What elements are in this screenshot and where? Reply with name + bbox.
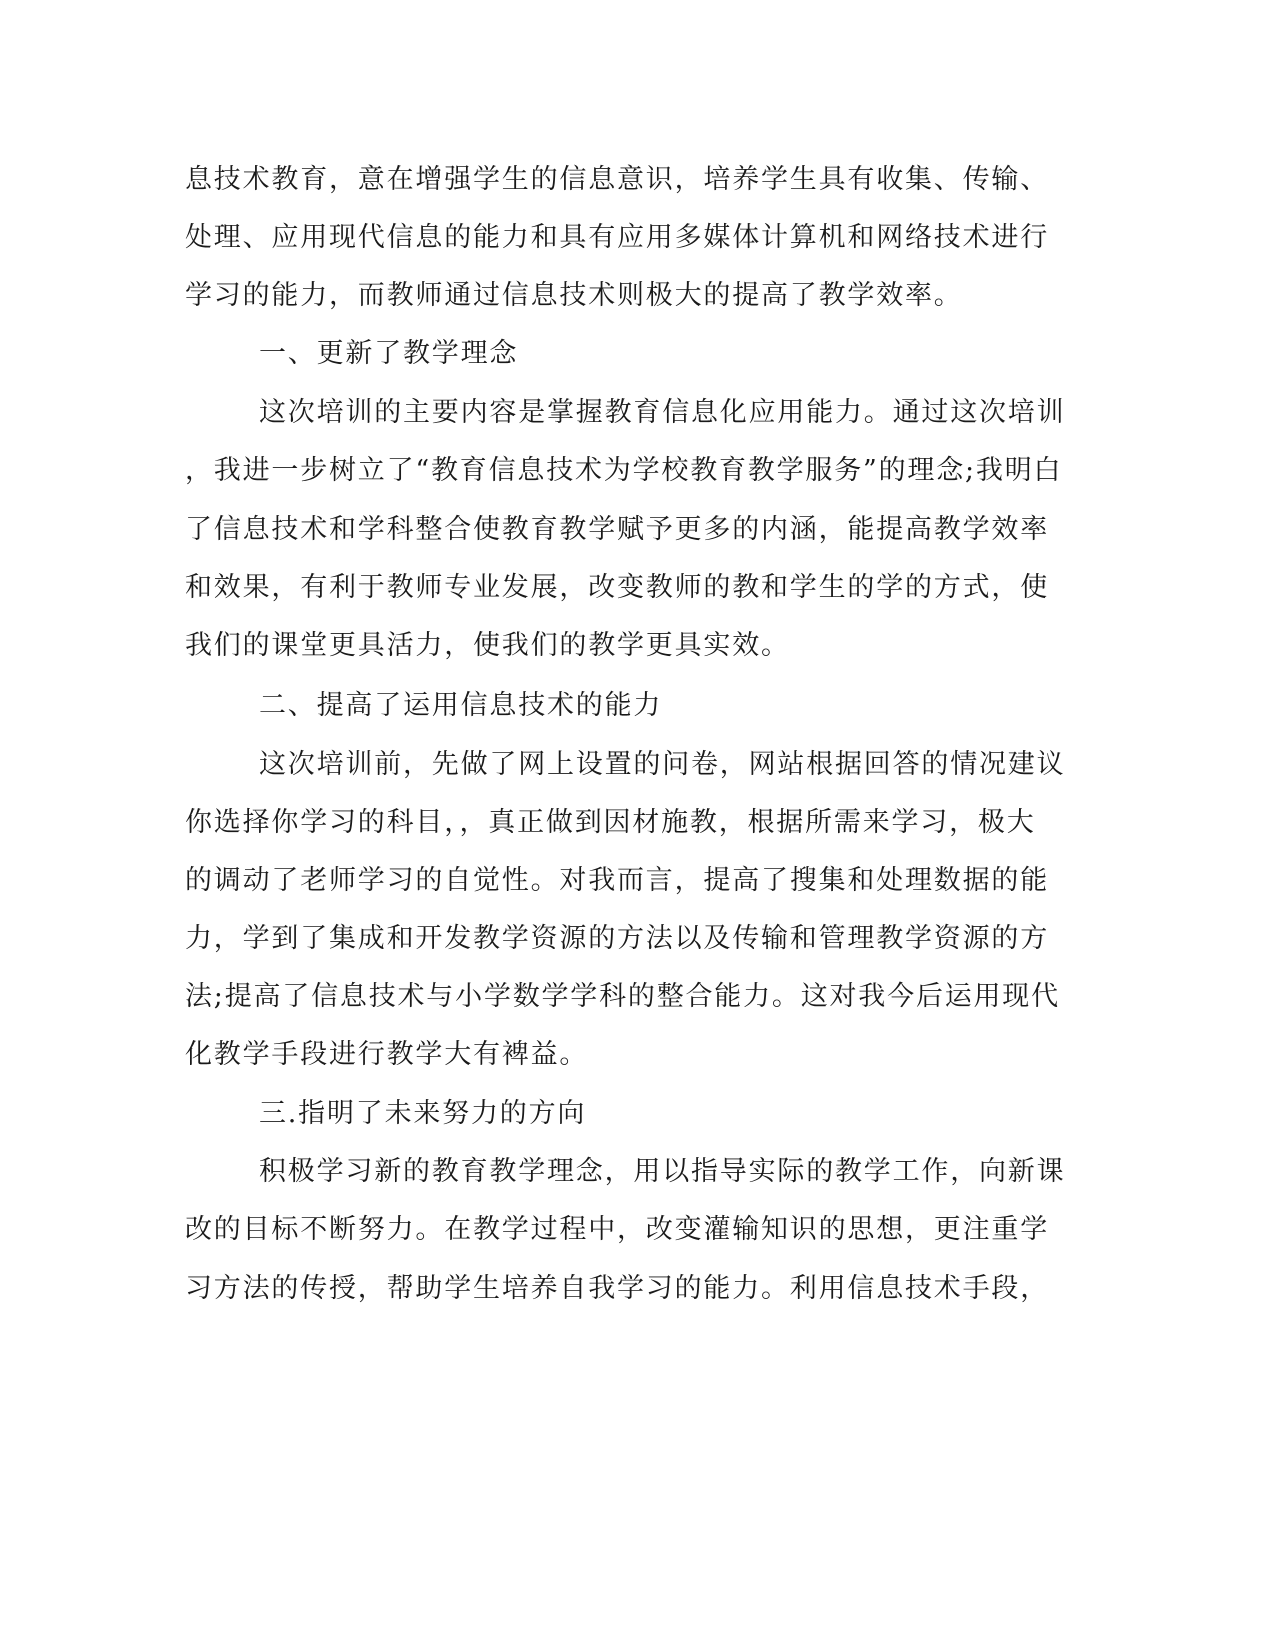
paragraph-line: 息技术教育，意在增强学生的信息意识，培养学生具有收集、传输、: [185, 164, 1049, 195]
section-heading-3: 三.指明了未来努力的方向: [259, 1098, 587, 1129]
paragraph-line: 力，学到了集成和开发教学资源的方法以及传输和管理教学资源的方: [185, 923, 1049, 954]
paragraph-line: 和效果，有利于教师专业发展，改变教师的教和学生的学的方式，使: [185, 572, 1049, 603]
paragraph-line: 学习的能力，而教师通过信息技术则极大的提高了教学效率。: [185, 280, 963, 311]
paragraph-line: 法;提高了信息技术与小学数学学科的整合能力。这对我今后运用现代: [185, 981, 1060, 1012]
paragraph-line: 这次培训的主要内容是掌握教育信息化应用能力。通过这次培训: [259, 397, 1066, 428]
paragraph-line: 改的目标不断努力。在教学过程中，改变灌输知识的思想，更注重学: [185, 1214, 1049, 1245]
section-heading-1: 一、更新了教学理念: [259, 338, 519, 369]
paragraph-line: 的调动了老师学习的自觉性。对我而言，提高了搜集和处理数据的能: [185, 865, 1049, 896]
paragraph-line: 化教学手段进行教学大有裨益。: [185, 1039, 589, 1070]
paragraph-line: 你选择你学习的科目，，真正做到因材施教，根据所需来学习，极大: [185, 807, 1036, 838]
paragraph-line: 了信息技术和学科整合使教育教学赋予更多的内涵，能提高教学效率: [185, 514, 1049, 545]
paragraph-line: ，我进一步树立了“教育信息技术为学校教育教学服务”的理念;我明白: [185, 455, 1063, 486]
paragraph-line: 这次培训前，先做了网上设置的问卷，网站根据回答的情况建议: [259, 749, 1066, 780]
paragraph-line: 习方法的传授，帮助学生培养自我学习的能力。利用信息技术手段，: [185, 1273, 1049, 1304]
section-heading-2: 二、提高了运用信息技术的能力: [259, 690, 663, 721]
paragraph-line: 处理、应用现代信息的能力和具有应用多媒体计算机和网络技术进行: [185, 222, 1049, 253]
paragraph-line: 积极学习新的教育教学理念，用以指导实际的教学工作，向新课: [259, 1156, 1066, 1187]
paragraph-line: 我们的课堂更具活力，使我们的教学更具实效。: [185, 630, 790, 661]
